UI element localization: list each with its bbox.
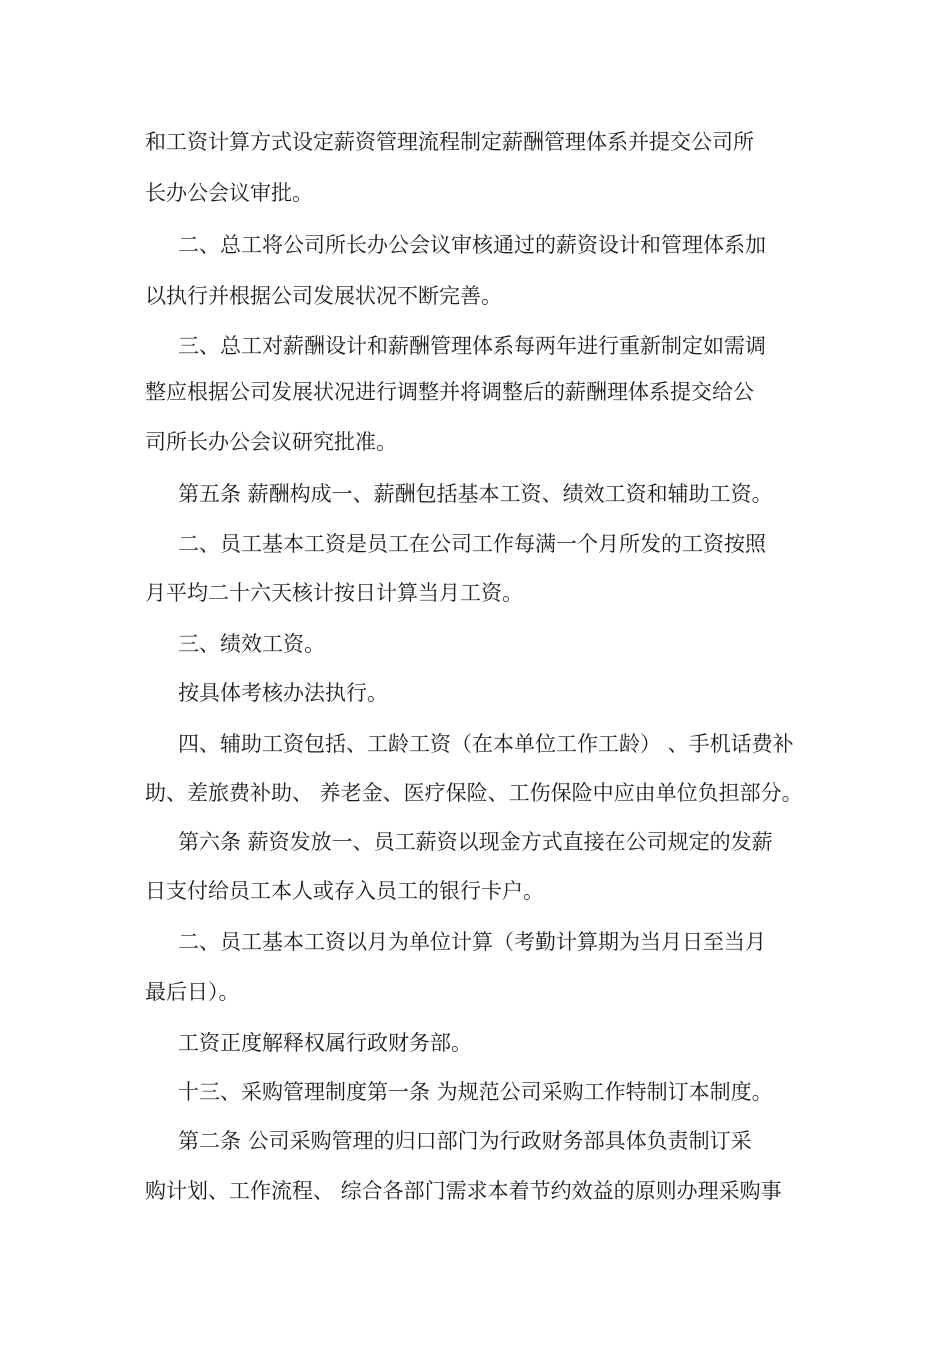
- text-line: 日支付给员工本人或存入员工的银行卡户。: [145, 879, 544, 903]
- text-line: 按具体考核办法执行。: [178, 681, 388, 705]
- text-line: 第六条 薪资发放一、员工薪资以现金方式直接在公司规定的发薪: [178, 830, 773, 854]
- text-line: 二、员工基本工资以月为单位计算（考勤计算期为当月日至当月: [178, 930, 766, 954]
- text-line: 以执行并根据公司发展状况不断完善。: [145, 284, 502, 308]
- text-line: 最后日）。: [145, 980, 240, 1004]
- text-line: 和工资计算方式设定薪资管理流程制定薪酬管理体系并提交公司所: [145, 130, 754, 154]
- text-line: 工资正度解释权属行政财务部。: [178, 1031, 472, 1055]
- text-line: 月平均二十六天核计按日计算当月工资。: [145, 581, 523, 605]
- text-line: 购计划、工作流程、 综合各部门需求本着节约效益的原则办理采购事: [145, 1179, 782, 1203]
- text-line: 助、差旅费补助、 养老金、医疗保险、工伤保险中应由单位负担部分。: [145, 781, 803, 805]
- text-line: 二、员工基本工资是员工在公司工作每满一个月所发的工资按照: [178, 532, 766, 556]
- text-line: 整应根据公司发展状况进行调整并将调整后的薪酬理体系提交给公: [145, 380, 754, 404]
- text-line: 三、绩效工资。: [178, 632, 325, 656]
- text-line: 二、总工将公司所长办公会议审核通过的薪资设计和管理体系加: [178, 233, 766, 257]
- text-line: 四、辅助工资包括、工龄工资（在本单位工作工龄） 、手机话费补: [178, 732, 794, 756]
- text-line: 长办公会议审批。: [145, 181, 313, 205]
- text-line: 第二条 公司采购管理的归口部门为行政财务部具体负责制订采: [178, 1129, 752, 1153]
- text-line: 三、总工对薪酬设计和薪酬管理体系每两年进行重新制定如需调: [178, 334, 766, 358]
- text-line: 第五条 薪酬构成一、薪酬包括基本工资、绩效工资和辅助工资。: [178, 482, 773, 506]
- text-line: 十三、采购管理制度第一条 为规范公司采购工作特制订本制度。: [178, 1080, 773, 1104]
- text-line: 司所长办公会议研究批准。: [145, 430, 397, 454]
